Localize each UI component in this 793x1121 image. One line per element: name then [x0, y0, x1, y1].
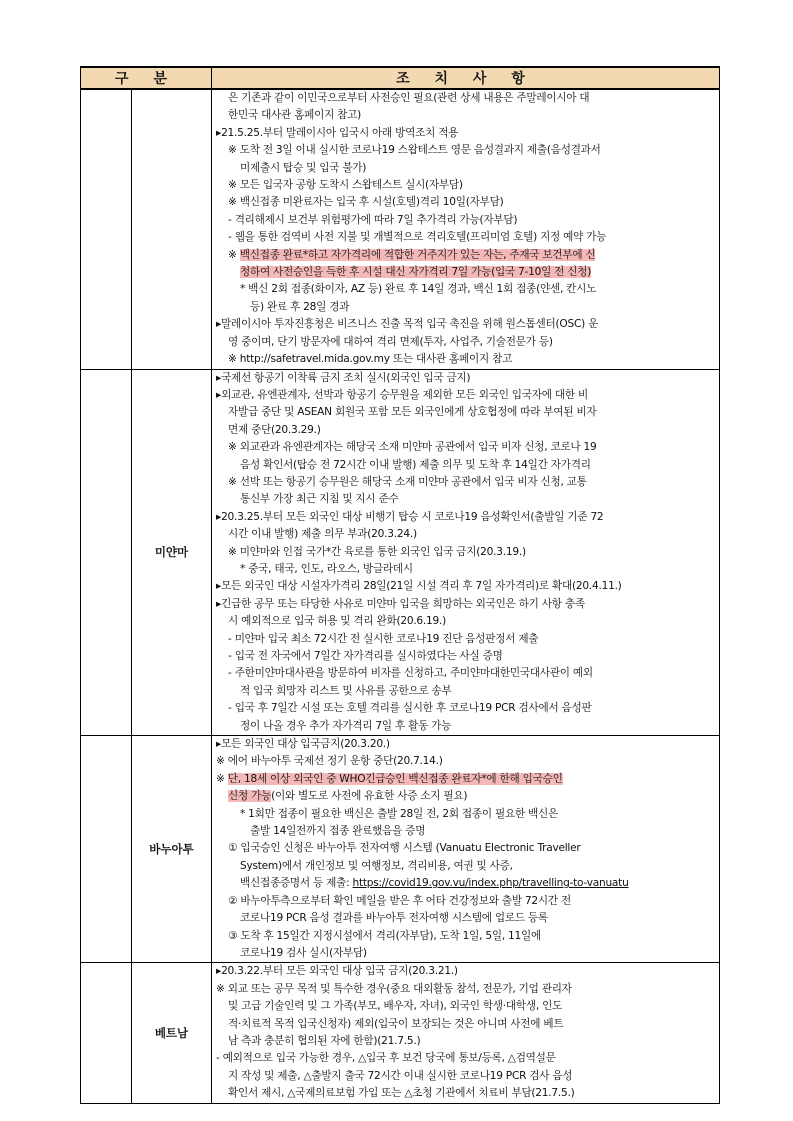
line-text: ▸긴급한 공무 또는 타당한 사유로 미얀마 입국을 희망하는 외국인은 하기 사항 충족	[216, 597, 585, 610]
content-vietnam	[212, 963, 720, 1103]
text-line	[216, 457, 716, 474]
line-text: 영 중이며, 단기 방문자에 대하여 격리 면제(투자, 사업주, 기술전문가 등)	[228, 335, 553, 348]
text-line	[216, 806, 716, 823]
line-text: 코로나19 검사 실시(자부담)	[240, 946, 367, 959]
text-line	[216, 474, 716, 491]
line-text: 자발급 중단 및 ASEAN 회원국 포함 모든 외국인에게 상호협정에 따라 부여된 비자	[228, 406, 597, 419]
text-line	[216, 526, 716, 543]
line-text: 백신접종증명서 등 제출:	[240, 877, 353, 890]
content-myanmar	[212, 369, 720, 736]
line-text: System)에서 개인정보 및 여행정보, 격리비용, 여권 및 사증,	[240, 859, 513, 872]
header-category: 구 분	[81, 67, 212, 89]
line-text: ※ 외교 또는 공무 목적 및 특수한 경우(중요 대외활동 참석, 전문가, 기업 관리자	[216, 982, 572, 995]
line-text: 미제출시 탑승 및 입국 불가)	[240, 161, 367, 174]
line-text: ※ 도착 전 3일 이내 실시한 코로나19 스왑테스트 영문 음성결과지 제출(음성결과서	[228, 144, 601, 157]
text-line	[216, 963, 716, 980]
line-text: - 미얀마 입국 최소 72시간 전 실시한 코로나19 진단 음성판정서 제출	[228, 632, 539, 645]
text-line	[216, 160, 716, 177]
line-text: ※ http://safetravel.mida.gov.my 또는 대사관 홈페이지 참고	[228, 353, 513, 366]
text-line	[216, 631, 716, 648]
country-cell-myanmar: 미얀마	[132, 369, 212, 736]
text-line	[216, 928, 716, 945]
line-text: ▸모든 외국인 대상 시설자가격리 28일(21일 시설 격리 후 7일 자가격리)로 확대(20.4.11.)	[216, 580, 622, 593]
line-text: ※ 미얀마와 인접 국가*간 육로를 통한 외국인 입국 금지(20.3.19.)	[228, 545, 526, 558]
line-text: 면제 중단(20.3.29.)	[228, 423, 321, 436]
text-line	[216, 718, 716, 735]
line-text: ※ 백신접종 미완료자는 입국 후 시설(호텔)격리 10일(자부담)	[228, 196, 504, 209]
line-text: 통신부 가장 최근 지침 및 지시 준수	[240, 493, 399, 506]
text-line	[216, 177, 716, 194]
line-text: - 예외적으로 입국 가능한 경우, △입국 후 보건 당국에 통보/등록, △검역설문	[216, 1052, 556, 1065]
line-text: ▸모든 외국인 대상 입국금지(20.3.20.)	[216, 738, 390, 751]
line-text: ※ 모든 입국자 공항 도착시 스왑테스트 실시(자부담)	[228, 179, 463, 192]
line-text: ※ 외교관과 유엔관계자는 해당국 소재 미얀마 공관에서 입국 비자 신청, 코로나 19	[228, 441, 597, 454]
text-line	[216, 840, 716, 857]
line-text: 적·치료적 목적 입국신청자) 제외(입국이 보장되는 것은 아니며 사전에 베트	[228, 1017, 564, 1030]
text-line	[216, 351, 716, 368]
text-line	[216, 334, 716, 351]
text-line	[216, 596, 716, 613]
line-text: ※ 선박 또는 항공기 승무원은 해당국 소재 미얀마 공관에서 입국 비자 신청, 교통	[228, 475, 587, 488]
text-line	[216, 125, 716, 142]
row-vanuatu	[81, 736, 720, 963]
text-line	[216, 788, 716, 805]
line-text: ▸20.3.22.부터 모든 외국인 대상 입국 금지(20.3.21.)	[216, 965, 458, 978]
text-line	[216, 700, 716, 717]
text-line	[216, 1068, 716, 1085]
text-line	[216, 1085, 716, 1102]
line-text: 코로나19 PCR 음성 결과를 바누아투 전자여행 시스템에 업로드 등록	[240, 912, 548, 925]
line-text: - 웹을 통한 검역비 사전 지불 및 개별적으로 격리호텔(프리미엄 호텔) 지정 예약 가능	[228, 231, 607, 244]
text-line	[216, 858, 716, 875]
measures-table	[80, 66, 720, 1104]
line-text: ▸20.3.25.부터 모든 외국인 대상 비행기 탑승 시 코로나19 음성확인서(출발일 기준 72	[216, 510, 604, 523]
text-line	[216, 90, 716, 107]
line-text: 등) 완료 후 28일 경과	[250, 300, 350, 313]
line-text: - 격리해제시 보건부 위험평가에 따라 7일 추가격리 가능(자부담)	[228, 213, 518, 226]
text-line	[216, 945, 716, 962]
text-line	[216, 981, 716, 998]
text-line	[216, 1016, 716, 1033]
text-line	[216, 613, 716, 630]
text-line	[216, 823, 716, 840]
text-line	[216, 736, 716, 753]
text-line	[216, 1033, 716, 1050]
text-line	[216, 648, 716, 665]
text-line	[216, 683, 716, 700]
blank-cell	[81, 89, 132, 369]
text-line	[216, 875, 716, 892]
blank-cell	[81, 369, 132, 736]
country-cell-vanuatu: 바누아투	[132, 736, 212, 963]
row-malaysia	[81, 89, 720, 369]
text-line	[216, 665, 716, 682]
line-text: ※ 에어 바누아투 국제선 정기 운항 중단(20.7.14.)	[216, 755, 443, 768]
line-text: 시 예외적으로 입국 허용 및 격리 완화(20.6.19.)	[228, 615, 447, 628]
text-line	[216, 281, 716, 298]
text-line	[216, 771, 716, 788]
url-link[interactable]: https://covid19.gov.vu/index.php/travelling-to-vanuatu	[352, 877, 629, 890]
line-prefix: ※	[228, 248, 240, 261]
country-cell-vietnam: 베트남	[132, 963, 212, 1103]
line-text: - 입국 전 자국에서 7일간 자가격리를 실시하였다는 사실 증명	[228, 650, 503, 662]
line-text: 지 작성 및 제출, △출발지 출국 72시간 이내 실시한 코로나19 PCR 검사 음성	[228, 1069, 573, 1082]
blank-cell	[81, 963, 132, 1103]
line-text: 확인서 제시, △국제의료보험 가입 또는 △초청 기관에서 치료비 부담(21.7.5.)	[228, 1087, 575, 1100]
line-text: ▸21.5.25.부터 말레이시아 입국시 아래 방역조치 적용	[216, 126, 459, 139]
text-line	[216, 561, 716, 578]
row-vietnam	[81, 963, 720, 1103]
text-line	[216, 404, 716, 421]
text-line	[216, 194, 716, 211]
line-text: - 주한미얀마대사관을 방문하여 비자를 신청하고, 주미얀마대한민국대사관이 예외	[228, 667, 593, 680]
text-line	[216, 370, 716, 387]
line-text: ③ 도착 후 15일간 지정시설에서 격리(자부담), 도착 1일, 5일, 11일에	[228, 929, 541, 942]
highlighted-text: 백신접종 완료*하고 자가격리에 적합한 거주지가 있는 자는, 주재국 보건부에 신	[239, 248, 596, 261]
line-text: 음성 확인서(탑승 전 72시간 이내 발행) 제출 의무 및 도착 후 14일간 자가격리	[240, 458, 591, 471]
content-vanuatu	[212, 736, 720, 963]
line-text: 정이 나올 경우 추가 자가격리 7일 후 활동 가능	[240, 719, 452, 732]
line-text: ② 바누아투측으로부터 확인 메일을 받은 후 어타 건강정보와 출발 72시간 전	[228, 894, 571, 907]
line-prefix: ※	[216, 772, 228, 785]
line-text: ① 입국승인 신청은 바누아투 전자여행 시스템 (Vanuatu Electronic Traveller	[228, 842, 581, 855]
highlighted-text: 단, 18세 이상 외국인 중 WHO긴급승인 백신접종 완료자*에 한해 입국승인	[227, 772, 563, 785]
text-line	[216, 299, 716, 316]
line-text: 남 측과 충분히 협의된 자에 한함)(21.7.5.)	[228, 1034, 421, 1047]
line-text: * 백신 2회 접종(화이자, AZ 등) 완료 후 14일 경과, 백신 1회 접종(얀센, 칸시노	[240, 283, 597, 296]
text-line	[216, 212, 716, 229]
line-text: ▸국제선 항공기 이착륙 금지 조치 실시(외국인 입국 금지)	[216, 371, 471, 384]
text-line	[216, 998, 716, 1015]
line-text: 적 입국 희망자 리스트 및 사유를 공한으로 송부	[240, 684, 452, 697]
highlighted-text: 청하여 사전승인을 득한 후 시설 대신 자가격리 7일 가능(입국 7-10일 전 신청)	[240, 266, 592, 279]
text-line	[216, 422, 716, 439]
line-text: 출발 14일전까지 접종 완료했음을 증명	[250, 825, 426, 838]
text-line	[216, 229, 716, 246]
text-line	[216, 893, 716, 910]
text-line	[216, 247, 716, 264]
text-line	[216, 1050, 716, 1067]
country-cell-malaysia	[132, 89, 212, 369]
line-text: ▸말레이시아 투자진흥청은 비즈니스 진출 목적 입국 촉진을 위해 원스톱센터(OSC) 운	[216, 318, 599, 331]
text-line	[216, 316, 716, 333]
text-line	[216, 544, 716, 561]
text-line	[216, 387, 716, 404]
blank-cell	[81, 736, 132, 963]
text-line	[216, 491, 716, 508]
line-text: (이와 별도로 사전에 유효한 사증 소지 필요)	[271, 790, 468, 803]
text-line	[216, 264, 716, 281]
line-text: ▸외교관, 유엔관계자, 선박과 항공기 승무원을 제외한 모든 외국인 입국자에 대한 비	[216, 388, 588, 401]
content-malaysia	[212, 89, 720, 369]
line-text: 시간 이내 발행) 제출 의무 부과(20.3.24.)	[228, 528, 417, 541]
line-text: - 입국 후 7일간 시설 또는 호텔 격리를 실시한 후 코로나19 PCR 검사에서 음성판	[228, 702, 592, 715]
line-text: * 중국, 태국, 인도, 라오스, 방글라데시	[240, 562, 413, 575]
text-line	[216, 578, 716, 595]
line-text: * 1회만 접종이 필요한 백신은 출발 28일 전, 2회 접종이 필요한 백신은	[240, 807, 559, 820]
line-text: 은 기존과 같이 이민국으로부터 사전승인 필요(관련 상세 내용은 주말레이시아 대	[228, 92, 590, 104]
text-line	[216, 439, 716, 456]
line-text: 및 고급 기술인력 및 그 가족(부모, 배우자, 자녀), 외국인 학생·대학생, 인도	[228, 1000, 563, 1013]
text-line	[216, 753, 716, 770]
text-line	[216, 509, 716, 526]
line-text: 한민국 대사관 홈페이지 참고)	[228, 109, 362, 122]
text-line	[216, 142, 716, 159]
header-measures: 조 치 사 항	[212, 67, 720, 89]
text-line	[216, 910, 716, 927]
highlighted-text: 신청 가능	[228, 790, 272, 803]
text-line	[216, 107, 716, 124]
row-myanmar	[81, 369, 720, 736]
